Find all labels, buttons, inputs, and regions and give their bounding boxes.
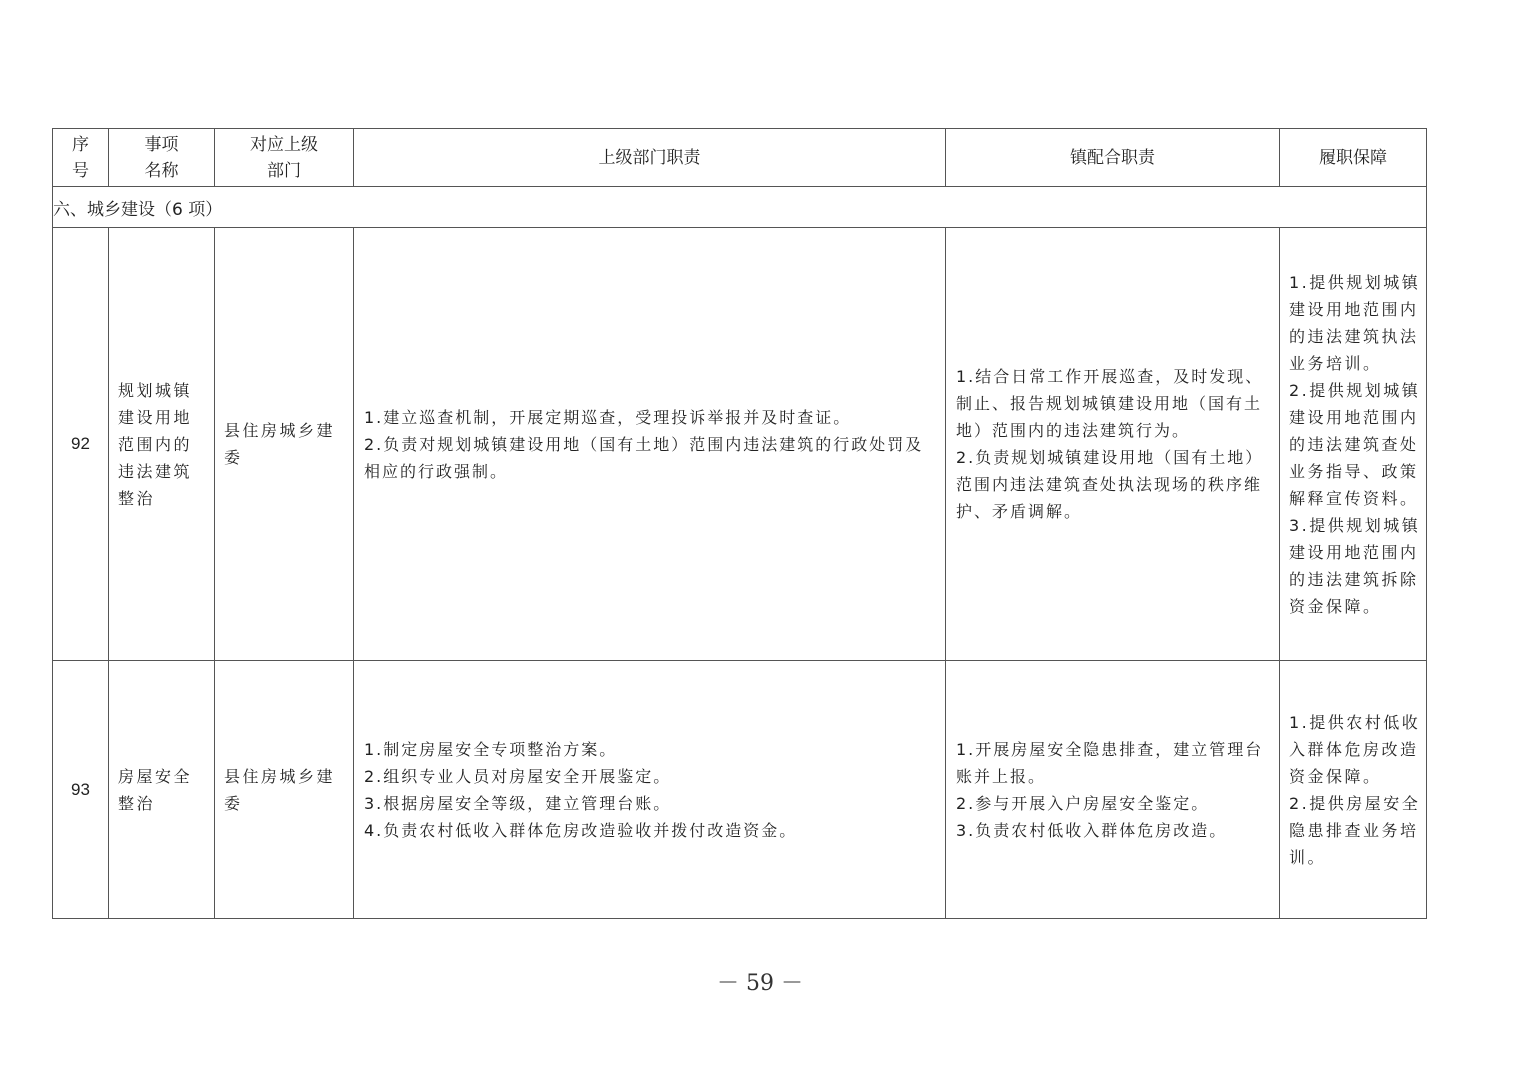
section-row <box>53 187 1427 228</box>
upper-duty-line: 1.制定房屋安全专项整治方案。 <box>364 739 618 759</box>
header-guarantee: 履职保障 <box>1280 129 1427 187</box>
town-duty-line: 3.负责农村低收入群体危房改造。 <box>956 820 1228 840</box>
guarantee-line: 2.提供规划城镇建设用地范围内的违法建筑查处业务指导、政策解释宣传资料。 <box>1289 380 1421 508</box>
row-department: 县住房城乡建委 <box>215 228 354 661</box>
row-department: 县住房城乡建委 <box>215 661 354 919</box>
header-seq: 序 号 <box>53 129 109 187</box>
town-duty-line: 1.开展房屋安全隐患排查，建立管理台账并上报。 <box>956 739 1264 786</box>
town-duty-line: 2.负责规划城镇建设用地（国有土地）范围内违法建筑查处执法现场的秩序维护、矛盾调解。 <box>956 448 1264 521</box>
guarantee-line: 1.提供农村低收入群体危房改造资金保障。 <box>1289 712 1421 786</box>
duty-table <box>52 128 1427 919</box>
row-item-name: 房屋安全整治 <box>109 661 215 919</box>
page-number: － 59 － <box>717 971 803 996</box>
header-town-duties: 镇配合职责 <box>946 129 1280 187</box>
guarantee-line: 1.提供规划城镇建设用地范围内的违法建筑执法业务培训。 <box>1289 272 1421 373</box>
row-seq: 92 <box>53 228 109 661</box>
row-upper-duties <box>354 661 946 919</box>
header-row <box>53 129 1427 187</box>
row-town-duties <box>946 228 1280 661</box>
upper-duty-line: 4.负责农村低收入群体危房改造验收并拨付改造资金。 <box>364 820 798 840</box>
guarantee-line: 2.提供房屋安全隐患排查业务培训。 <box>1289 793 1421 867</box>
section-title: 六、城乡建设（6 项） <box>53 187 1427 228</box>
upper-duty-line: 1.建立巡查机制，开展定期巡查，受理投诉举报并及时查证。 <box>364 407 852 427</box>
upper-duty-line: 2.负责对规划城镇建设用地（国有土地）范围内违法建筑的行政处罚及相应的行政强制。 <box>364 434 924 481</box>
header-upper-duties: 上级部门职责 <box>354 129 946 187</box>
table-row <box>53 661 1427 919</box>
upper-duty-line: 3.根据房屋安全等级，建立管理台账。 <box>364 793 672 813</box>
row-upper-duties <box>354 228 946 661</box>
table-row <box>53 228 1427 661</box>
header-item-name: 事项 名称 <box>109 129 215 187</box>
header-upper-department: 对应上级 部门 <box>215 129 354 187</box>
town-duty-line: 1.结合日常工作开展巡查，及时发现、制止、报告规划城镇建设用地（国有土地）范围内的违法建筑行为。 <box>956 367 1264 440</box>
row-item-name: 规划城镇建设用地范围内的违法建筑整治 <box>109 228 215 661</box>
row-seq: 93 <box>53 661 109 919</box>
row-guarantee <box>1280 661 1427 919</box>
upper-duty-line: 2.组织专业人员对房屋安全开展鉴定。 <box>364 766 672 786</box>
town-duty-line: 2.参与开展入户房屋安全鉴定。 <box>956 793 1210 813</box>
guarantee-line: 3.提供规划城镇建设用地范围内的违法建筑拆除资金保障。 <box>1289 515 1421 616</box>
row-guarantee <box>1280 228 1427 661</box>
row-town-duties <box>946 661 1280 919</box>
